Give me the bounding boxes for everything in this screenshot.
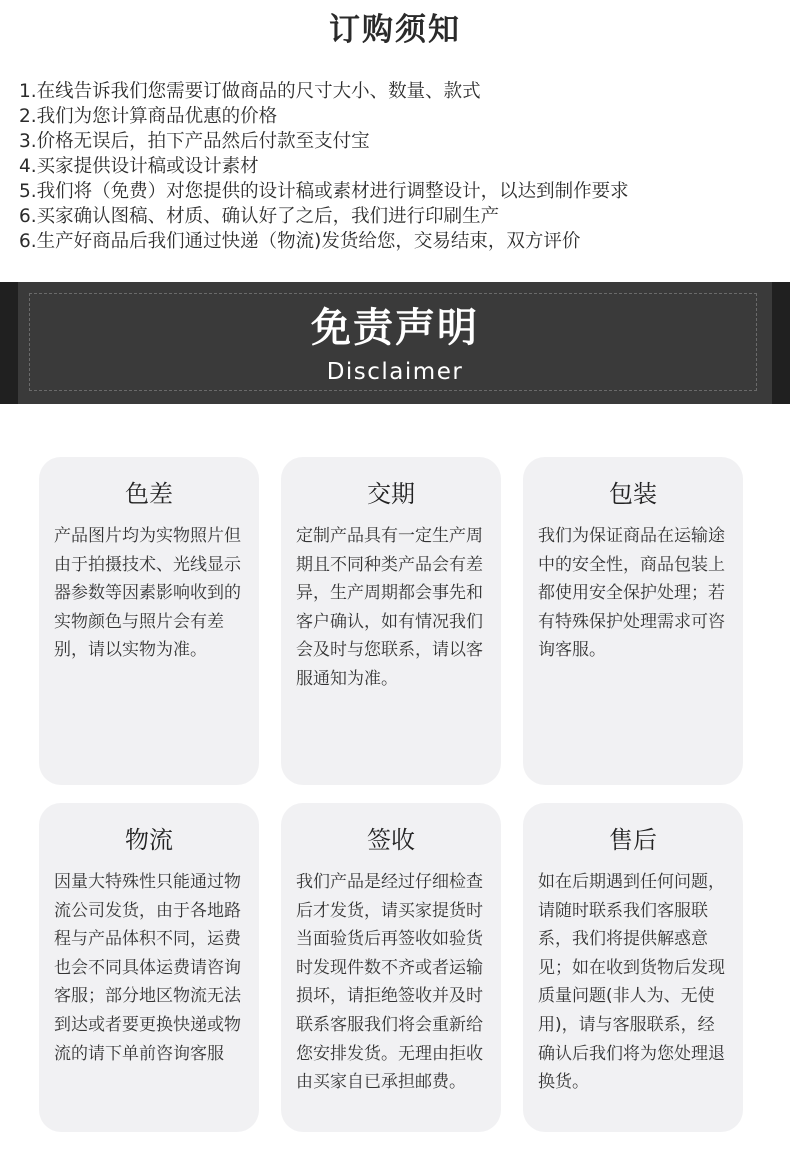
notice-item: 2.我们为您计算商品优惠的价格 <box>19 106 278 127</box>
disclaimer-banner <box>0 282 790 404</box>
card-packaging <box>523 457 743 785</box>
card-body: 因量大特殊性只能通过物流公司发货，由于各地路程与产品体积不同，运费也会不同具体运费请咨询客服；部分地区物流无法到达或者要更换快递或物流的请下单前咨询客服 <box>54 872 241 1064</box>
card-color-difference <box>39 457 259 785</box>
order-notice-title: 订购须知 <box>329 12 461 48</box>
card-title: 交期 <box>367 480 415 508</box>
card-title: 签收 <box>367 826 415 854</box>
notice-item: 5.我们将（免费）对您提供的设计稿或素材进行调整设计，以达到制作要求 <box>19 181 629 202</box>
card-receipt <box>281 803 501 1132</box>
order-notice-list <box>19 79 629 254</box>
card-body: 我们产品是经过仔细检查后才发货，请买家提货时当面验货后再签收如验货时发现件数不齐或者运输损坏，请拒绝签收并及时联系客服我们将会重新给您安排发货。无理由拒收由买家自已承担邮费。 <box>296 872 483 1093</box>
notice-item: 6.生产好商品后我们通过快递（物流)发货给您，交易结束，双方评价 <box>19 231 581 252</box>
card-title: 售后 <box>609 826 657 854</box>
card-body: 如在后期遇到任何问题，请随时联系我们客服联系，我们将提供解惑意见；如在收到货物后发现质量问题(非人为、无使用)，请与客服联系，经确认后我们将为您处理退换货。 <box>538 872 725 1093</box>
card-body: 定制产品具有一定生产周期且不同种类产品会有差异，生产周期都会事先和客户确认，如有情况我们会及时与您联系，请以客服通知为准。 <box>296 526 483 689</box>
notice-item: 4.买家提供设计稿或设计素材 <box>19 156 259 177</box>
card-body: 产品图片均为实物照片但由于拍摄技术、光线显示器参数等因素影响收到的实物颜色与照片会有差别，请以实物为准。 <box>54 526 241 661</box>
notice-item: 3.价格无误后，拍下产品然后付款至支付宝 <box>19 131 370 152</box>
card-body: 我们为保证商品在运输途中的安全性，商品包装上都使用安全保护处理；若有特殊保护处理需求可咨询客服。 <box>538 526 725 661</box>
card-logistics <box>39 803 259 1132</box>
card-title: 物流 <box>125 826 173 854</box>
card-title: 色差 <box>125 480 173 508</box>
card-title: 包装 <box>609 480 657 508</box>
notice-item: 6.买家确认图稿、材质、确认好了之后，我们进行印刷生产 <box>19 206 500 227</box>
card-delivery-time <box>281 457 501 785</box>
disclaimer-subtitle: Disclaimer <box>326 359 464 385</box>
notice-item: 1.在线告诉我们您需要订做商品的尺寸大小、数量、款式 <box>19 81 481 102</box>
card-after-sales <box>523 803 743 1132</box>
disclaimer-title: 免责声明 <box>311 305 479 351</box>
